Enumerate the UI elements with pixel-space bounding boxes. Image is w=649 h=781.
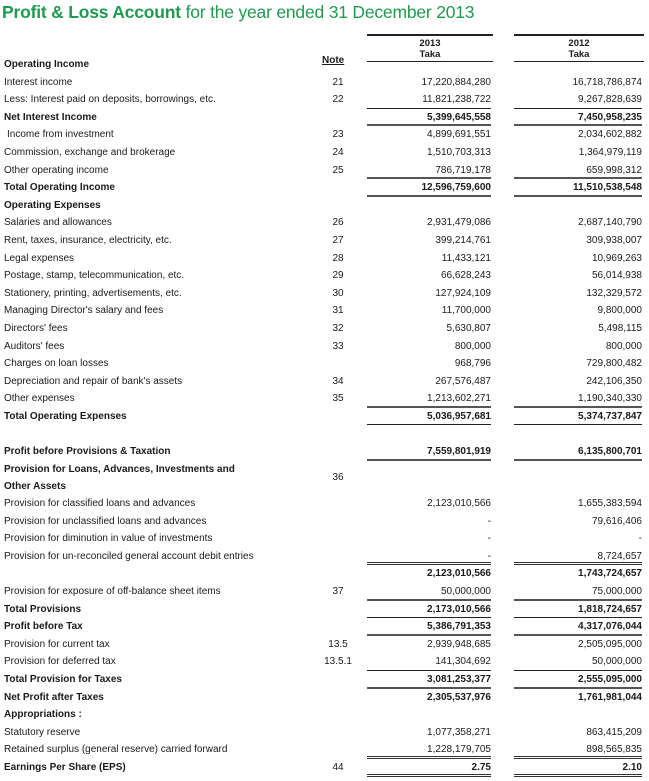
value-2012: 1,761,981,044 [578,691,642,703]
table-row [0,162,649,180]
table-row [0,548,649,566]
row-note: 36 [332,472,344,484]
row-label: Provision for exposure of off-balance sheet items [4,586,221,598]
row-label: Operating Expenses [4,199,101,211]
row-label: Income from investment [7,129,114,141]
subtotal-row [0,565,649,583]
row-label: Legal expenses [4,252,75,264]
value-2013: 1,077,358,271 [427,726,491,738]
row-note: 25 [332,164,344,176]
value-2012: 16,718,786,874 [572,76,642,88]
value-2013: 12,596,759,600 [367,179,491,197]
table-row [0,373,649,391]
value-2013: 2,305,537,976 [427,691,491,703]
row-label: Net Profit after Taxes [4,691,104,703]
row-label: Interest income [4,76,73,88]
row-note: 31 [332,305,344,317]
value-2012: 8,724,657 [514,548,642,566]
row-label [4,461,235,495]
row-note: 26 [332,217,344,229]
value-2013: - [367,548,491,566]
row-note: 22 [332,94,344,106]
row-label: Total Operating Expenses [4,410,127,422]
table-row [0,267,649,285]
value-2012: 800,000 [605,340,642,352]
row-label-line1: Provision for Loans, Advances, Investments and [4,464,235,476]
table-row [0,530,649,548]
value-2013: 267,576,487 [435,375,491,387]
value-2013: 141,304,692 [367,653,491,671]
row-label: Managing Director's salary and fees [4,305,164,317]
row-note: 44 [332,761,344,773]
value-2012: 1,364,979,119 [578,146,642,158]
row-label: Provision for un-reconciled general account debit entries [4,550,254,562]
spacer [0,425,649,443]
column-unit-2013: Taka [419,49,441,60]
row-label: Profit before Tax [4,621,83,633]
total-row [0,179,649,197]
table-row [0,214,649,232]
row-label: Provision for diminution in value of investments [4,533,213,545]
row-label: Provision for classified loans and advances [4,498,196,510]
total-row [0,443,649,461]
title-main: Profit & Loss Account [2,2,181,22]
value-2013: 11,700,000 [441,305,491,317]
column-unit-2012: Taka [568,49,590,60]
total-row [0,109,649,127]
row-label: Appropriations : [4,709,82,721]
row-note: 32 [332,322,344,334]
column-year-2012: 2012 [568,38,590,49]
value-2013: 2,173,010,566 [367,601,491,619]
value-2012: 863,415,209 [586,726,642,738]
value-2012: 1,190,340,330 [514,390,642,408]
table-row [0,144,649,162]
value-2013: 11,433,121 [441,252,491,264]
value-2012: 9,267,828,639 [514,91,642,109]
value-2012: 309,938,007 [586,234,642,246]
value-2013: 2.75 [367,759,491,777]
row-label: Less: Interest paid on deposits, borrowings, etc. [4,94,216,106]
row-label: Auditors' fees [4,340,65,352]
value-2013: 786,719,178 [367,162,491,180]
value-2013: - [487,533,491,545]
value-2012: 242,106,350 [586,375,642,387]
section-heading [0,56,649,74]
row-label: Profit before Provisions & Taxation [4,446,171,458]
row-label: Total Provision for Taxes [4,674,122,685]
row-label: Total Provisions [4,603,82,615]
value-2013: 968,796 [454,358,491,370]
value-2013: 5,386,791,353 [367,618,491,636]
value-2013: 399,214,761 [435,234,491,246]
value-2013: 2,123,010,566 [427,498,491,510]
row-label: Earnings Per Share (EPS) [4,761,126,773]
total-row [0,759,649,777]
row-note: 28 [332,252,344,264]
value-2013: 66,628,243 [440,270,491,282]
value-2012: 2,034,602,882 [578,129,642,141]
value-2013: 50,000,000 [367,583,491,601]
value-2013: 5,036,957,681 [367,408,491,426]
statement-table [0,56,649,777]
value-2013: 1,213,602,271 [367,390,491,408]
value-2013: 1,510,703,313 [427,146,491,158]
row-label: Charges on loan losses [4,358,109,370]
value-2012: 1,743,724,657 [578,568,642,580]
row-note: 35 [332,393,344,405]
row-label: Provision for unclassified loans and advances [4,515,207,527]
title-sub: for the year ended 31 December 2013 [180,2,475,22]
row-label: Operating Income [4,59,90,70]
row-note: 33 [332,340,344,352]
value-2013: 127,924,109 [435,287,491,299]
page-title [2,2,474,23]
value-2012: 9,800,000 [597,305,642,317]
row-label: Stationery, printing, advertisements, etc. [4,287,182,299]
value-2013: 4,899,691,551 [427,129,491,141]
value-2013: 17,220,884,280 [421,76,491,88]
value-2012: 898,565,835 [514,741,642,759]
row-label: Salaries and allowances [4,217,112,229]
value-2012: 75,000,000 [514,583,642,601]
section-heading [0,197,649,215]
value-2013: 5,399,645,558 [367,109,491,127]
row-note: 27 [332,234,344,246]
value-2012: 659,998,312 [514,162,642,180]
row-label: Rent, taxes, insurance, electricity, etc. [4,234,172,246]
table-row [0,636,649,654]
table-row [0,355,649,373]
total-row [0,689,649,707]
table-row [0,724,649,742]
table-row [0,390,649,408]
table-row [0,513,649,531]
value-2012: 4,317,076,044 [514,618,642,636]
note-column-header: Note [322,55,345,66]
value-2012: 11,510,538,548 [514,179,642,197]
value-2012: 2,505,095,000 [578,638,642,650]
row-label: Commission, exchange and brokerage [4,146,176,158]
table-row [0,741,649,759]
value-2012: 2.10 [514,759,642,777]
table-row [0,583,649,601]
value-2012: 50,000,000 [514,653,642,671]
row-note: 23 [332,129,344,141]
value-2012: 2,555,095,000 [514,671,642,689]
row-label-line2: Other Assets [4,481,66,493]
total-row [0,671,649,689]
row-note: 13.5 [328,638,348,650]
row-label: Other expenses [4,393,75,405]
value-2013: 3,081,253,377 [367,671,491,689]
row-label: Directors' fees [4,322,68,334]
row-label: Postage, stamp, telecommunication, etc. [4,270,185,282]
row-note: 13.5.1 [324,656,352,668]
row-note: 30 [332,287,344,299]
row-label: Total Operating Income [4,182,115,194]
value-2012: 5,374,737,847 [514,408,642,426]
value-2012: 5,498,115 [598,322,642,334]
table-row [0,250,649,268]
value-2012: - [638,533,642,545]
total-row [0,408,649,426]
value-2013: 5,630,807 [446,322,491,334]
value-2013: - [487,515,491,527]
table-row [0,495,649,513]
table-row [0,74,649,92]
row-label: Retained surplus (general reserve) carried forward [4,744,228,756]
row-note: 37 [332,586,344,598]
value-2012: 56,014,938 [591,270,642,282]
value-2012: 7,450,958,235 [514,109,642,127]
value-2013: 800,000 [454,340,491,352]
value-2012: 79,616,406 [591,515,642,527]
row-note: 21 [332,76,344,88]
row-label: Net Interest Income [4,111,97,123]
column-year-2013: 2013 [419,38,441,49]
row-label: Provision for deferred tax [4,656,116,668]
table-row [0,285,649,303]
table-row [0,653,649,671]
row-label: Depreciation and repair of bank's assets [4,375,183,387]
section-heading [0,461,649,495]
table-row [0,91,649,109]
row-label: Other operating income [4,164,109,176]
value-2012: 1,655,383,594 [578,498,642,510]
table-row [0,338,649,356]
value-2012: 6,135,800,701 [514,443,642,461]
table-row [0,232,649,250]
value-2012: 1,818,724,657 [514,601,642,619]
value-2013: 11,821,238,722 [367,91,491,109]
total-row [0,601,649,619]
value-2012: 132,329,572 [586,287,642,299]
value-2013: 7,559,801,919 [367,443,491,461]
table-row [0,302,649,320]
value-2013: 2,939,948,685 [427,638,491,650]
table-row [0,320,649,338]
row-note: 34 [332,375,344,387]
row-note: 29 [332,270,344,282]
section-heading [0,706,649,724]
value-2013: 2,123,010,566 [427,568,491,580]
row-note: 24 [332,146,344,158]
value-2013: 2,931,479,086 [427,217,491,229]
value-2012: 10,969,263 [591,252,642,264]
row-label: Statutory reserve [4,726,81,738]
value-2013: 1,228,179,705 [367,741,491,759]
table-row [0,126,649,144]
value-2012: 2,687,140,790 [578,217,642,229]
row-label: Provision for current tax [4,638,110,650]
total-row [0,618,649,636]
value-2012: 729,800,482 [586,358,642,370]
